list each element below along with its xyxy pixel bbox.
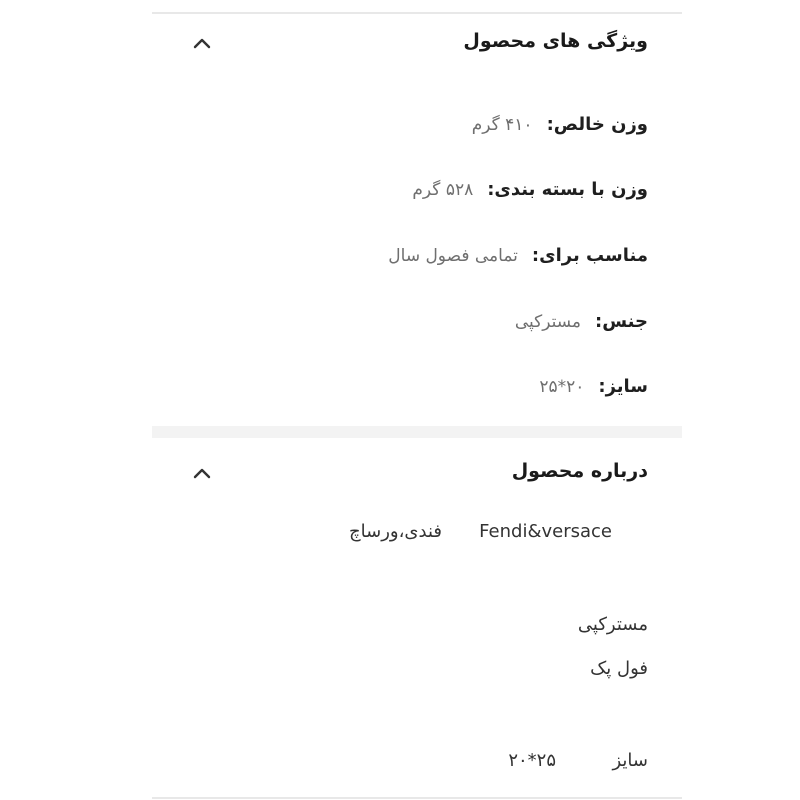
spec-row-net-weight (472, 114, 648, 135)
brand-persian: فندی،ورساچ (349, 521, 442, 542)
spec-row-material (515, 311, 648, 332)
chevron-up-icon[interactable] (190, 31, 214, 55)
about-size-value: ۲۵*۲۰ (508, 750, 556, 771)
chevron-up-icon[interactable] (190, 461, 214, 485)
spec-row-size (539, 376, 648, 397)
spec-label: جنس: (595, 311, 648, 332)
about-package: فول پک (590, 658, 648, 679)
spec-value: ۴۱۰ گرم (471, 115, 533, 135)
spec-value: تمامی فصول سال (388, 246, 518, 266)
top-divider (152, 12, 682, 14)
spec-value: مسترکپی (514, 312, 582, 332)
spec-row-season (388, 245, 648, 266)
about-size-label: سایز (612, 750, 648, 771)
about-material: مسترکپی (577, 614, 648, 635)
spec-label: سایز: (598, 376, 648, 397)
spec-value: ۵۲۸ گرم (412, 180, 474, 200)
section-separator (152, 426, 682, 438)
spec-label: مناسب برای: (531, 245, 648, 266)
spec-row-packaged-weight (412, 179, 648, 200)
spec-label: وزن خالص: (546, 114, 648, 135)
brand-english: Fendi&versace (479, 521, 612, 542)
features-section-title[interactable]: ویژگی های محصول (463, 30, 648, 52)
spec-value: ۲۰*۲۵ (539, 377, 585, 397)
about-section-title[interactable]: درباره محصول (511, 460, 648, 482)
spec-label: وزن با بسته بندی: (487, 179, 648, 200)
bottom-divider (152, 797, 682, 799)
